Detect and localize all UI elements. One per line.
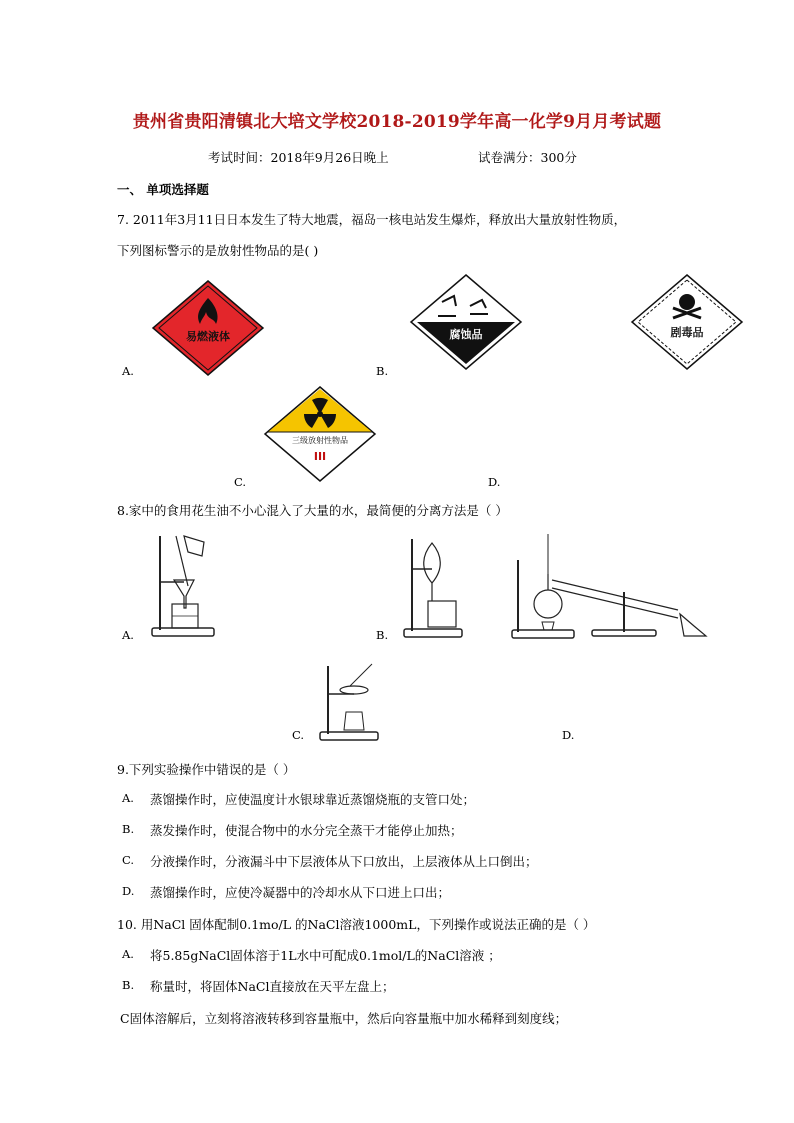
corrosive-sign: [408, 272, 524, 372]
document-title: 贵州省贵阳清镇北大培文学校2018-2019学年高一化学9月月考试题: [132, 112, 662, 132]
flammable-sign-diamond: [153, 281, 263, 375]
condenser-jacket: [552, 588, 678, 618]
glass-rod: [350, 664, 372, 686]
q9-option-d-label[interactable]: D.: [122, 884, 135, 898]
beaker-icon: [428, 601, 456, 627]
q7-option-b[interactable]: B.: [376, 364, 389, 378]
radioactive-sign-label: 三级放射性物品: [292, 436, 348, 445]
q9-option-c-label[interactable]: C.: [122, 853, 135, 867]
q7-text-line1: 7. 2011年3月11日日本发生了特大地震，福岛一核电站发生爆炸，释放出大量放射性物质，: [117, 212, 627, 227]
evaporating-dish-icon: [340, 686, 368, 694]
full-score: 试卷满分：300分: [478, 150, 577, 165]
q10-option-c[interactable]: C固体溶解后，立刻将溶液转移到容量瓶中，然后向容量瓶中加水稀释到刻度线；: [120, 1011, 568, 1026]
stand-base: [512, 630, 574, 638]
separatory-funnel-icon: [424, 543, 441, 583]
stand-base: [152, 628, 214, 636]
q7-option-c[interactable]: C.: [234, 475, 247, 489]
toxic-sign: [629, 272, 745, 372]
q7-text-line2: 下列图标警示的是放射性物品的是( ): [117, 243, 319, 258]
q9-option-b[interactable]: 蒸发操作时，使混合物中的水分完全蒸干才能停止加热；: [150, 823, 463, 838]
toxic-sign-label: 剧毒品: [670, 326, 704, 339]
corrosive-sign-label: 腐蚀品: [449, 328, 483, 341]
separatory-funnel-apparatus: [402, 535, 466, 641]
q7-option-d[interactable]: D.: [488, 475, 501, 489]
q9-text: 9.下列实验操作中错误的是（ ）: [117, 762, 296, 777]
distillation-apparatus: [508, 530, 722, 642]
q10-option-b[interactable]: 称量时，将固体NaCl直接放在天平左盘上；: [150, 979, 395, 994]
q9-option-a[interactable]: 蒸馏操作时，应使温度计水银球靠近蒸馏烧瓶的支管口处；: [150, 792, 476, 807]
q9-option-a-label[interactable]: A.: [122, 791, 134, 805]
filtration-apparatus: [148, 528, 220, 640]
radioactive-sign-class: III: [313, 450, 327, 463]
alcohol-lamp-icon: [344, 712, 364, 730]
q8-option-b[interactable]: B.: [376, 628, 389, 642]
alcohol-lamp-icon: [542, 622, 554, 630]
q8-text: 8.家中的食用花生油不小心混入了大量的水，最简便的分离方法是（ ）: [117, 503, 508, 518]
distilling-flask-icon: [534, 590, 562, 618]
q10-option-a[interactable]: 将5.85gNaCl固体溶于1L水中可配成0.1mol/L的NaCl溶液 ；: [150, 948, 501, 963]
flammable-sign-label: 易燃液体: [186, 330, 230, 343]
q9-option-d[interactable]: 蒸馏操作时，应使冷凝器中的冷却水从下口进上口出；: [150, 885, 451, 900]
condenser-icon: [552, 580, 678, 610]
q7-option-a[interactable]: A.: [122, 364, 134, 378]
exam-time: 考试时间：2018年9月26日晚上: [208, 150, 389, 165]
skull-icon: [679, 294, 695, 310]
q10-text: 10. 用NaCl 固体配制0.1mo/L 的NaCl溶液1000mL，下列操作或说法正确的是（ ）: [117, 917, 596, 932]
section-heading: 一、 单项选择题: [117, 182, 209, 197]
flammable-liquid-sign: [150, 278, 266, 378]
receiving-flask-icon: [680, 614, 706, 636]
evaporation-apparatus: [316, 656, 384, 742]
pouring-beaker-icon: [184, 536, 204, 556]
q8-option-d[interactable]: D.: [562, 728, 575, 742]
q8-option-a[interactable]: A.: [122, 628, 134, 642]
q9-option-c[interactable]: 分液操作时，分液漏斗中下层液体从下口放出，上层液体从上口倒出；: [150, 854, 538, 869]
toxic-sign-diamond: [632, 275, 742, 369]
q10-option-b-label[interactable]: B.: [122, 978, 135, 992]
q9-option-b-label[interactable]: B.: [122, 822, 135, 836]
q10-option-a-label[interactable]: A.: [122, 947, 134, 961]
q8-option-c[interactable]: C.: [292, 728, 305, 742]
radioactive-sign: [262, 384, 378, 484]
